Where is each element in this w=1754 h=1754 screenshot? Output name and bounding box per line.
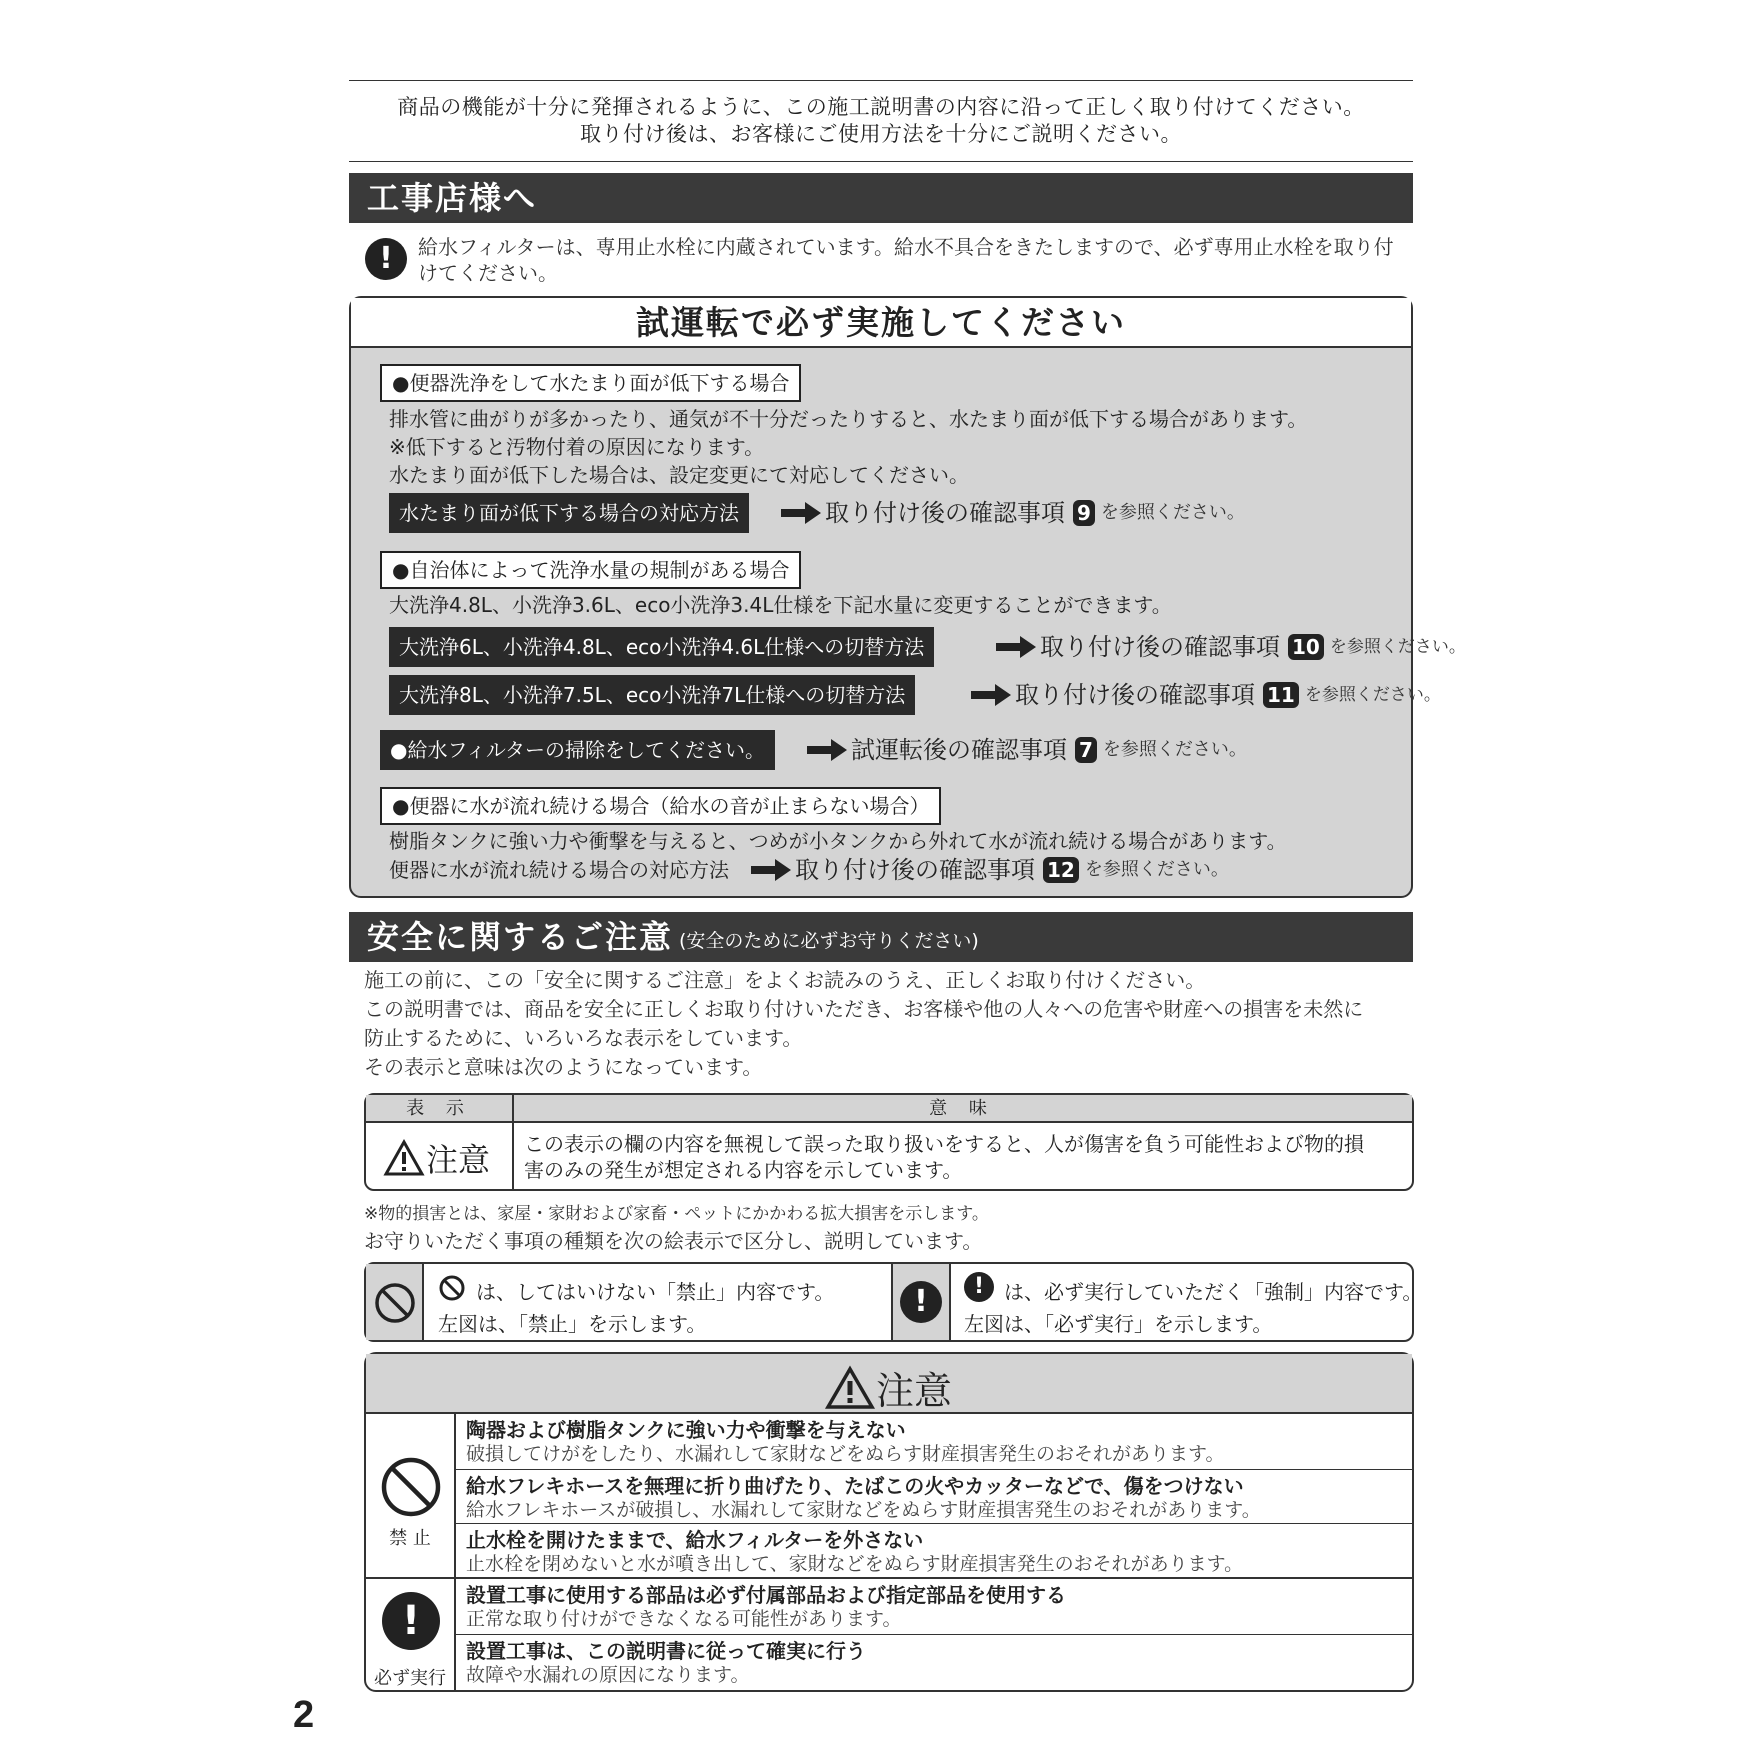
safety-para-4: お守りいただく事項の種類を次の絵表示で区分し、説明しています。 (364, 1229, 983, 1253)
intro-line-2: 取り付け後は、お客様にご使用方法を十分にご説明ください。 (580, 122, 1182, 146)
meaning-line-1: この表示の欄の内容を無視して誤った取り扱いをすると、人が傷害を負う可能性および物的損 (524, 1132, 1364, 1156)
caution-title: 注意 (875, 1369, 952, 1413)
water-level-ref (781, 495, 1245, 531)
mandatory-icon: ! (900, 1281, 942, 1323)
water-level-text-2: ※低下すると汚物付着の原因になります。 (389, 435, 765, 459)
caution-item-head: 設置工事に使用する部品は必ず付属部品および指定部品を使用する (466, 1583, 1066, 1607)
ref-see: を参照ください。 (1304, 685, 1441, 705)
warning-triangle-icon (826, 1367, 874, 1409)
mandatory-desc-a: は、必ず実行していただく「強制」内容です。 (1004, 1280, 1423, 1304)
contractor-notice: 給水フィルターは、専用止水栓に内蔵されています。給水不具合をきたしますので、必ず専用止水栓を取り付けてください。 (418, 235, 1394, 285)
prohibit-desc-b: 左図は、「禁止」を示します。 (438, 1312, 707, 1336)
caution-item (456, 1524, 1412, 1578)
ref-text: 取り付け後の確認事項 (1015, 681, 1255, 709)
trial-run-box (349, 296, 1466, 898)
ref-see: を参照ください。 (1329, 637, 1466, 657)
prohibit-desc-a: は、してはいけない「禁止」内容です。 (476, 1280, 835, 1304)
water-volume-text: 大洗浄4.8L、小洗浄3.6L、eco小洗浄3.4L仕様を下記水量に変更することができます。 (389, 593, 1172, 617)
arrow-right-icon (807, 739, 847, 761)
ref-see: を参照ください。 (1102, 739, 1247, 760)
arrow-right-icon (751, 859, 791, 881)
safety-subtitle: (安全のために必ずお守りください) (679, 930, 979, 952)
ref-see: を参照ください。 (1084, 859, 1229, 880)
filter-cleaning-ref (807, 732, 1247, 768)
pictogram-table (364, 1262, 1423, 1342)
trial-run-title: 試運転で必ず実施してください (351, 298, 1411, 348)
caution-item-head: 給水フレキホースを無理に折り曲げたり、たばこの火やカッターなどで、傷をつけない (466, 1474, 1244, 1498)
symbol-meaning-table (364, 1093, 1414, 1191)
caution-item-desc: 給水フレキホースが破損し、水漏れして家財などをぬらす財産損害発生のおそれがあります。 (466, 1499, 1261, 1521)
caution-item-desc: 故障や水漏れの原因になります。 (466, 1664, 750, 1686)
arrow-right-icon (996, 636, 1036, 658)
mandatory-label: 必ず実行 (374, 1668, 446, 1689)
intro-rule (349, 161, 1413, 162)
ref-text: 試運転後の確認事項 (851, 736, 1067, 764)
water-level-text-1: 排水管に曲がりが多かったり、通気が不十分だったりすると、水たまり面が低下する場合があります。 (389, 407, 1308, 431)
caution-item (456, 1635, 1412, 1692)
contractor-title: 工事店様へ (367, 179, 538, 217)
prohibition-icon (380, 1456, 442, 1518)
caution-table (364, 1352, 1414, 1692)
prohibit-cell (366, 1264, 424, 1340)
caution-symbol (384, 1135, 490, 1181)
ref-number: 10 (1288, 634, 1324, 660)
caution-item-desc: 破損してけがをしたり、水漏れして家財などをぬらす財産損害発生のおそれがあります。 (466, 1443, 1225, 1465)
prohibit-label: 禁 止 (389, 1528, 431, 1549)
caution-item-desc: 正常な取り付けができなくなる可能性があります。 (466, 1608, 902, 1630)
ref-text: 取り付け後の確認事項 (1040, 633, 1280, 661)
caution-item-desc: 止水栓を閉めないと水が噴き出して、家財などをぬらす財産損害発生のおそれがあります。 (466, 1553, 1244, 1575)
col-header-display: 表 示 (366, 1095, 512, 1123)
switch-method-8l: 大洗浄8L、小洗浄7.5L、eco小洗浄7L仕様への切替方法 (389, 675, 915, 715)
ref-number: 9 (1073, 500, 1095, 526)
safety-header (349, 912, 1413, 962)
intro-line-1: 商品の機能が十分に発揮されるように、この施工説明書の内容に沿って正しく取り付けてください。 (397, 95, 1365, 119)
section-label-continuous-flow: ●便器に水が流れ続ける場合（給水の音が止まらない場合） (380, 787, 941, 825)
property-damage-note: ※物的損害とは、家屋・家財および家畜・ペットにかかわる拡大損害を示します。 (364, 1204, 989, 1224)
meaning-line-2: 害のみの発生が想定される内容を示しています。 (524, 1158, 963, 1182)
ref-number: 7 (1075, 737, 1097, 763)
caution-item (456, 1579, 1412, 1635)
prohibition-small-icon (438, 1274, 466, 1302)
top-rule (349, 80, 1413, 81)
arrow-right-icon (781, 502, 821, 524)
continuous-flow-method: 便器に水が流れ続ける場合の対応方法 (389, 858, 729, 882)
ref-text: 取り付け後の確認事項 (795, 856, 1035, 884)
warning-triangle-icon (384, 1140, 424, 1176)
mandatory-desc-b: 左図は、「必ず実行」を示します。 (964, 1312, 1273, 1336)
water-level-text-3: 水たまり面が低下した場合は、設定変更にて対応してください。 (389, 463, 969, 487)
continuous-flow-ref (751, 852, 1229, 888)
page-number: 2 (293, 1694, 315, 1736)
contractor-header (349, 173, 1413, 223)
continuous-flow-text: 樹脂タンクに強い力や衝撃を与えると、つめが小タンクから外れて水が流れ続ける場合があります。 (389, 829, 1287, 853)
caution-icon-column (366, 1414, 456, 1690)
switch-6l-ref (996, 629, 1466, 665)
caution-table-header (366, 1354, 1412, 1414)
water-level-method: 水たまり面が低下する場合の対応方法 (389, 493, 749, 533)
safety-para-2b: 防止するために、いろいろな表示をしています。 (364, 1026, 803, 1050)
mandatory-icon: ! (382, 1592, 440, 1650)
safety-para-2a: この説明書では、商品を安全に正しくお取り付けいただき、お客様や他の人々への危害や財産への損害を未然に (364, 997, 1364, 1021)
filter-cleaning-label: ●給水フィルターの掃除をしてください。 (380, 730, 775, 770)
safety-para-3: その表示と意味は次のようになっています。 (364, 1055, 763, 1079)
mandatory-small-icon: ! (964, 1272, 994, 1302)
switch-8l-ref (971, 677, 1441, 713)
arrow-right-icon (971, 684, 1011, 706)
table-divider (512, 1095, 514, 1189)
ref-see: を参照ください。 (1100, 502, 1245, 523)
section-label-water-volume: ●自治体によって洗浄水量の規制がある場合 (380, 551, 801, 589)
ref-text: 取り付け後の確認事項 (825, 499, 1065, 527)
caution-item-head: 陶器および樹脂タンクに強い力や衝撃を与えない (466, 1418, 906, 1442)
caution-item (456, 1414, 1412, 1470)
caution-symbol-text: 注意 (426, 1141, 491, 1179)
section-label-water-level: ●便器洗浄をして水たまり面が低下する場合 (380, 364, 801, 402)
col-header-meaning: 意 味 (512, 1095, 1412, 1123)
mandatory-cell (891, 1264, 951, 1340)
switch-method-6l: 大洗浄6L、小洗浄4.8L、eco小洗浄4.6L仕様への切替方法 (389, 627, 934, 667)
caution-item (456, 1470, 1412, 1524)
caution-item-head: 設置工事は、この説明書に従って確実に行う (466, 1639, 866, 1663)
safety-para-1: 施工の前に、この「安全に関するご注意」をよくお読みのうえ、正しくお取り付けください。 (364, 968, 1206, 992)
ref-number: 12 (1043, 857, 1079, 883)
prohibition-icon (374, 1282, 416, 1324)
ref-number: 11 (1263, 682, 1299, 708)
exclamation-icon: ! (365, 238, 407, 280)
caution-item-head: 止水栓を開けたままで、給水フィルターを外さない (466, 1528, 924, 1552)
safety-title: 安全に関するご注意 (367, 918, 674, 956)
